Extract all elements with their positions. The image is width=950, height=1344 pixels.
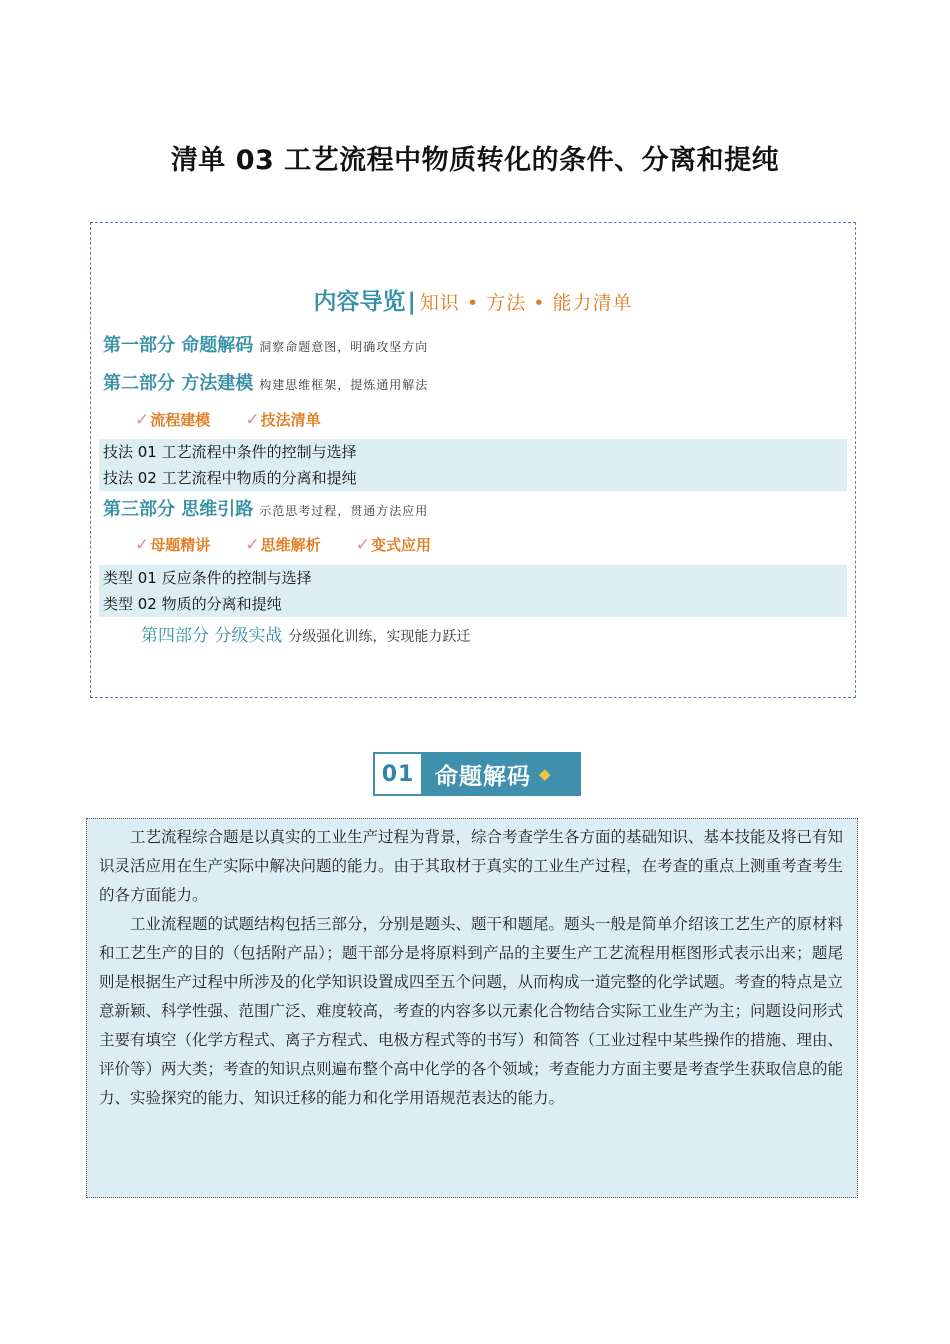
check-icon: ✓ (245, 535, 260, 555)
guide-part-4 (141, 621, 470, 646)
document-title: 清单 03 工艺流程中物质转化的条件、分离和提纯 (170, 145, 780, 176)
tag-technique-list: ✓技法清单 (245, 410, 321, 430)
guide-heading-bar: | (407, 289, 416, 315)
check-icon: ✓ (135, 535, 150, 555)
tag-mother-problem: ✓母题精讲 (135, 535, 211, 555)
part-2-title: 第二部分 方法建模 (103, 373, 254, 394)
intro-paragraph: 工艺流程综合题是以真实的工业生产过程为背景，综合考查学生各方面的基础知识、基本技能及将已有知识灵活应用在生产实际中解决问题的能力。由于其取材于真实的工业生产过程，在考查的重点上测重考查考生的各方面能力。 (99, 828, 844, 904)
part-2-tags (135, 409, 351, 430)
part-4-title: 第四部分 分级实战 (141, 626, 283, 646)
tag-variant-application: ✓变式应用 (355, 535, 431, 555)
part-3-desc: 示范思考过程，贯通方法应用 (259, 504, 429, 518)
tag-thinking-analysis: ✓思维解析 (245, 535, 321, 555)
guide-heading (91, 283, 855, 316)
tag-flow-modeling: ✓流程建模 (135, 410, 211, 430)
guide-part-2 (103, 369, 428, 395)
section-label: 命题解码 (435, 763, 531, 790)
part-2-list (99, 439, 847, 491)
part-2-desc: 构建思维框架，提炼通用解法 (259, 378, 429, 392)
guide-part-3 (103, 495, 428, 521)
check-icon: ✓ (355, 535, 370, 555)
section-badge (373, 752, 581, 796)
section-number: 01 (375, 754, 421, 794)
part-3-tags (135, 534, 461, 555)
check-icon: ✓ (245, 410, 260, 430)
guide-heading-sub: 知识 • 方法 • 能力清单 (419, 292, 633, 314)
section-label-box (421, 754, 579, 794)
guide-heading-main: 内容导览 (313, 289, 406, 315)
list-item: 技法 01 工艺流程中条件的控制与选择 (103, 443, 357, 461)
content-guide-box (90, 222, 856, 698)
check-icon: ✓ (135, 410, 150, 430)
part-4-desc: 分级强化训练，实现能力跃迁 (288, 629, 471, 645)
part-3-list (99, 565, 847, 617)
intro-paragraph: 工业流程题的试题结构包括三部分，分别是题头、题干和题尾。题头一般是简单介绍该工艺生产的原材料和工艺生产的目的（包括附产品）；题干部分是将原料到产品的主要生产工艺流程用框图形式表示出来；题尾则是根据生产过程中所涉及的化学知识设置成四至五个问题，从而构成一道完整的化学试题。考查的特点是立意新颖、科学性强、范围广泛、难度较高，考查的内容多以元素化合物结合实际工业生产为主；问题设问形式主要有填空（化学方程式、离子方程式、电极方程式等的书写）和简答（工业过程中某些操作的措施、理由、评价等）两大类；考查的知识点则遍布整个高中化学的各个领域；考查能力方面主要是考查学生获取信息的能力、实验探究的能力、知识迁移的能力和化学用语规范表达的能力。 (99, 915, 844, 1107)
part-3-title: 第三部分 思维引路 (103, 499, 254, 520)
guide-part-1 (103, 331, 428, 357)
diamond-icon: ◆ (539, 765, 552, 783)
intro-text-box (86, 818, 858, 1198)
list-item: 类型 01 反应条件的控制与选择 (103, 569, 312, 587)
part-1-title: 第一部分 命题解码 (103, 335, 254, 356)
part-1-desc: 洞察命题意图，明确攻坚方向 (259, 340, 429, 354)
list-item: 类型 02 物质的分离和提纯 (103, 595, 282, 613)
list-item: 技法 02 工艺流程中物质的分离和提纯 (103, 469, 357, 487)
